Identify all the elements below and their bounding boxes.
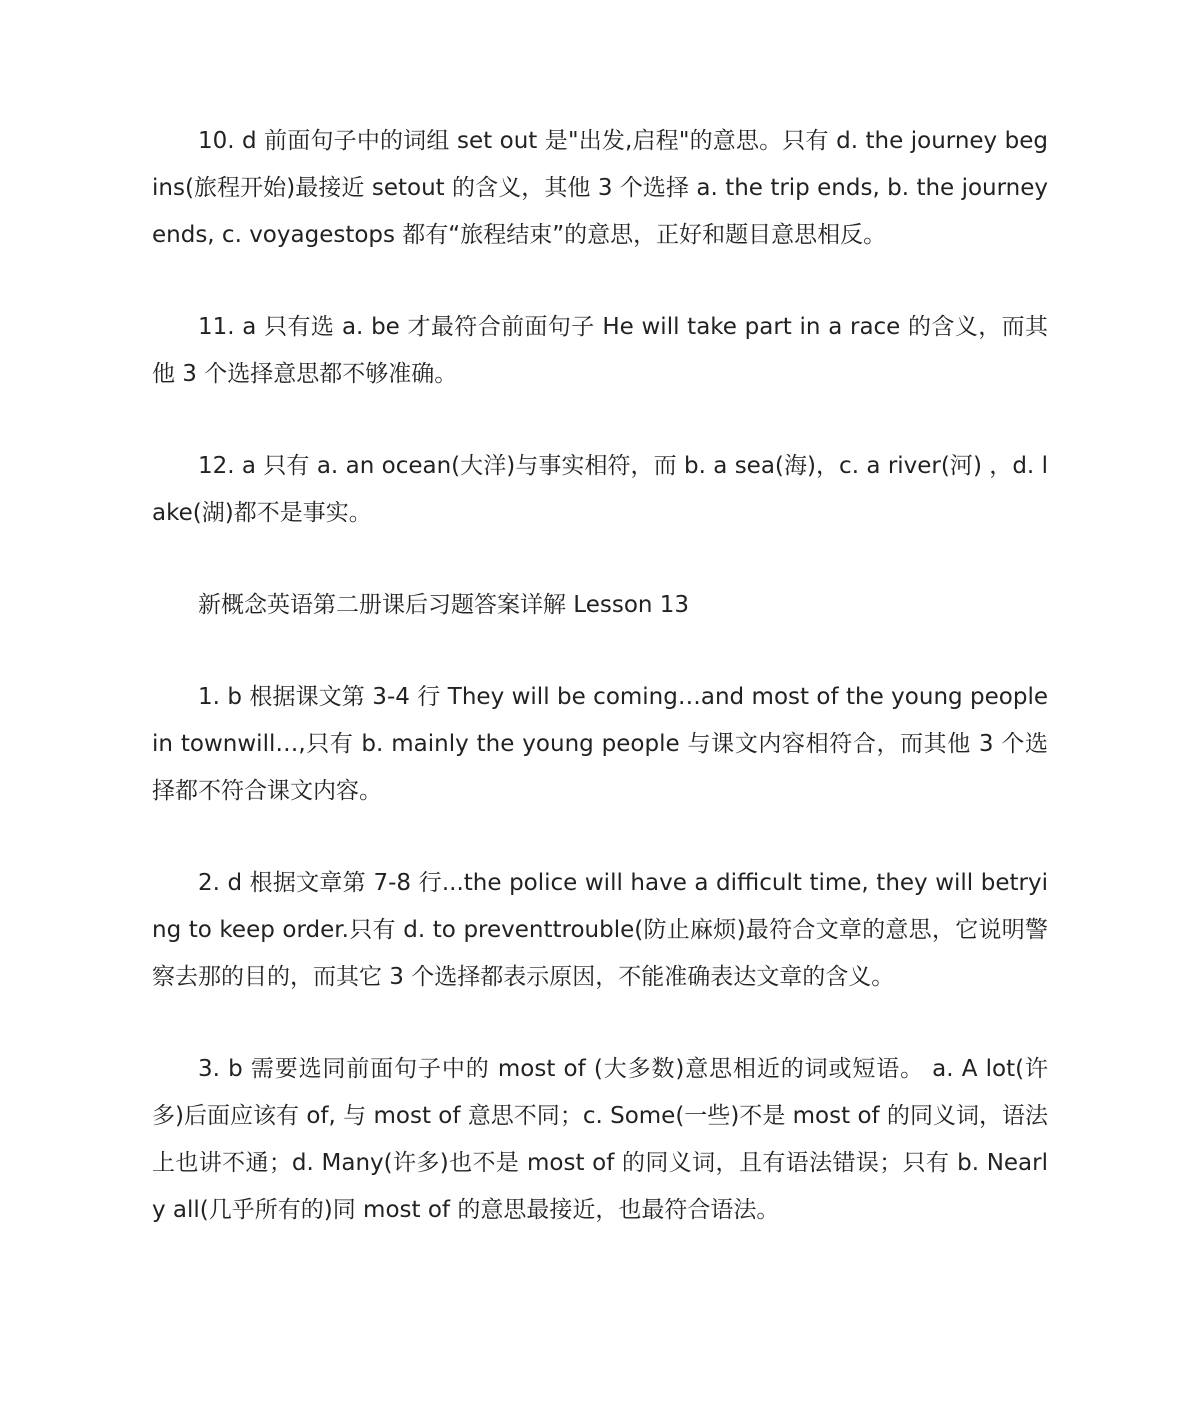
lesson-13-heading: 新概念英语第二册课后习题答案详解 Lesson 13 bbox=[198, 592, 690, 618]
answer-2-paragraph: 2. d 根据文章第 7-8 行...the police will have a difficult time, they will betrying to keep order.只有 d. to preventtrouble(防止麻烦)最符合文章的意思，它说明警察去那的目的，而其它 3 个选择都表示原因，不能准确表达文章的含义。 bbox=[152, 870, 1048, 990]
answer-10-paragraph: 10. d 前面句子中的词组 set out 是"出发,启程"的意思。只有 d. the journey begins(旅程开始)最接近 setout 的含义，其他 3 个选择 a. the trip ends, b. the journey ends, c. voyagestops 都有“旅程结束”的意思，正好和题目意思相反。 bbox=[152, 128, 1048, 248]
answer-12-paragraph: 12. a 只有 a. an ocean(大洋)与事实相符，而 b. a sea(海)，c. a river(河) ，d. lake(湖)都不是事实。 bbox=[152, 453, 1048, 526]
answer-11-paragraph: 11. a 只有选 a. be 才最符合前面句子 He will take part in a race 的含义，而其他 3 个选择意思都不够准确。 bbox=[152, 314, 1048, 387]
answer-1-paragraph: 1. b 根据课文第 3-4 行 They will be coming…and most of the young people in townwill…,只有 b. mainly the young people 与课文内容相符合，而其他 3 个选择都不符合课文内容。 bbox=[152, 684, 1048, 804]
document-body bbox=[152, 118, 1048, 1279]
answer-3-paragraph: 3. b 需要选同前面句子中的 most of (大多数)意思相近的词或短语。 a. A lot(许多)后面应该有 of, 与 most of 意思不同；c. Some(一些)不是 most of 的同义词，语法上也讲不通；d. Many(许多)也不是 most of 的同义词，且有语法错误；只有 b. Nearly all(几乎所有的)同 most of 的意思最接近，也最符合语法。 bbox=[152, 1056, 1048, 1223]
